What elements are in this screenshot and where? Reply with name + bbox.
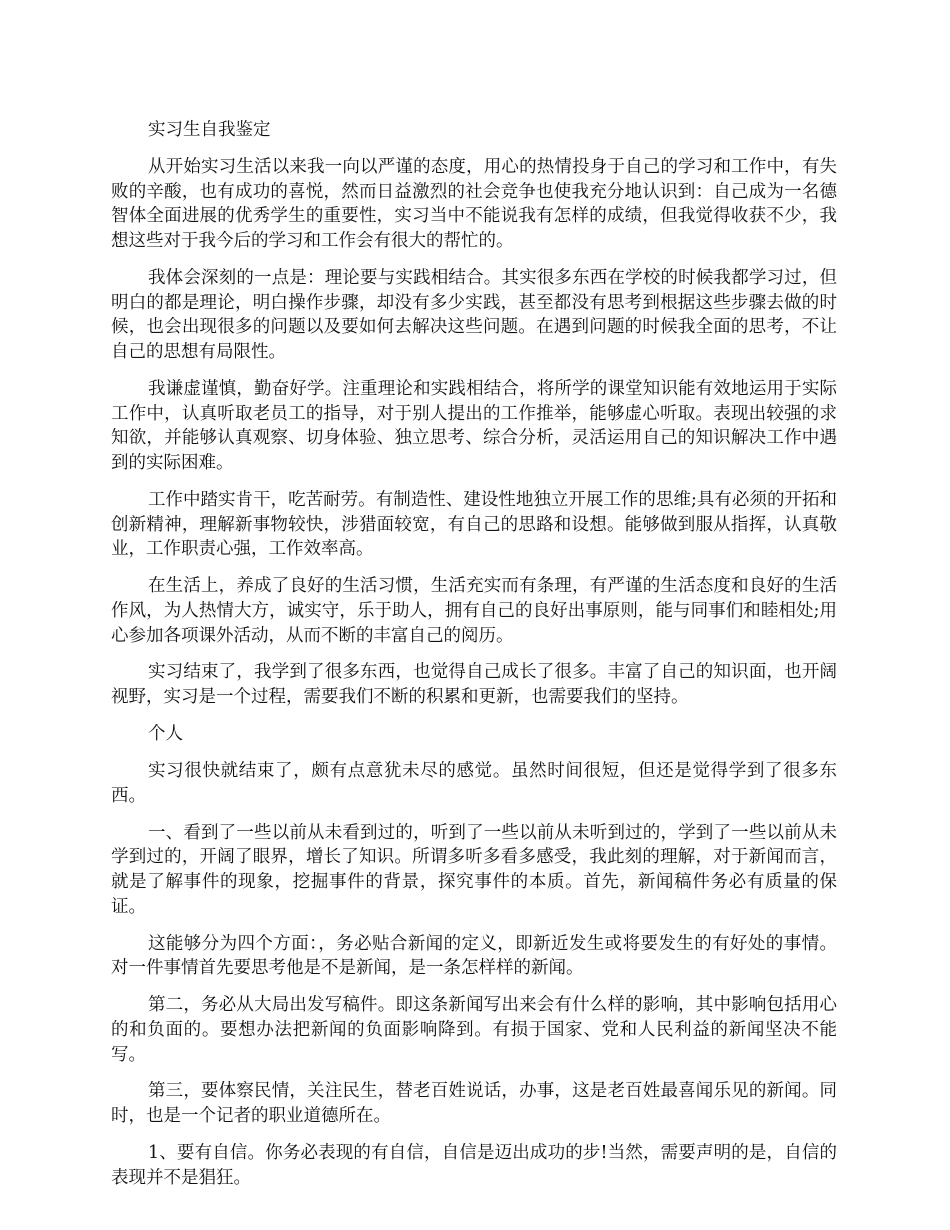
paragraph: 第二，务必从大局出发写稿件。即这条新闻写出来会有什么样的影响，其中影响包括用心的和负面的。要想办法把新闻的负面影响降到。有损于国家、党和人民利益的新闻坚决不能写。 — [111, 995, 837, 1065]
document-title: 实习生自我鉴定 — [148, 120, 271, 140]
paragraph: 我体会深刻的一点是：理论要与实践相结合。其实很多东西在学校的时候我都学习过，但明白的都是理论，明白操作步骤，却没有多少实践，甚至都没有思考到根据这些步骤去做的时候，也会出现很多的问题以及要如何去解决这些问题。在遇到问题的时候我全面的思考，不让自己的思想有局限性。 — [111, 267, 837, 362]
paragraph: 工作中踏实肯干，吃苦耐劳。有制造性、建设性地独立开展工作的思维;具有必须的开拓和创新精神，理解新事物较快，涉猎面较宽，有自己的思路和设想。能够做到服从指挥，认真敬业，工作职责心强，工作效率高。 — [111, 489, 837, 560]
paragraph: 实习很快就结束了，颇有点意犹未尽的感觉。虽然时间很短，但还是觉得学到了很多东西。 — [111, 760, 837, 806]
paragraph: 在生活上，养成了良好的生活习惯，生活充实而有条理，有严谨的生活态度和良好的生活作风，为人热情大方，诚实守，乐于助人，拥有自己的良好出事原则，能与同事们和睦相处;用心参加各项课外活动，从而不断的丰富自己的阅历。 — [111, 576, 837, 646]
document-page — [111, 118, 837, 1203]
paragraph: 这能够分为四个方面：，务必贴合新闻的定义，即新近发生或将要发生的有好处的事情。对一件事情首先要思考他是不是新闻，是一条怎样样的新闻。 — [111, 933, 837, 979]
paragraph: 我谦虚谨慎，勤奋好学。注重理论和实践相结合，将所学的课堂知识能有效地运用于实际工作中，认真听取老员工的指导，对于别人提出的工作推举，能够虚心听取。表现出较强的求知欲，并能够认真观察、切身体验、独立思考、综合分析，灵活运用自己的知识解决工作中遇到的实际困难。 — [111, 378, 837, 473]
paragraph: 第三，要体察民情，关注民生，替老百姓说话，办事，这是老百姓最喜闻乐见的新闻。同时，也是一个记者的职业道德所在。 — [111, 1081, 837, 1127]
section-heading: 个人 — [148, 724, 183, 745]
paragraph: 一、看到了一些以前从未看到过的，听到了一些以前从未听到过的，学到了一些以前从未学到过的，开阔了眼界，增长了知识。所谓多听多看多感受，我此刻的理解，对于新闻而言，就是了解事件的现象，挖掘事件的背景，探究事件的本质。首先，新闻稿件务必有质量的保证。 — [111, 822, 837, 917]
paragraph: 1、要有自信。你务必表现的有自信，自信是迈出成功的步!当然，需要声明的是，自信的表现并不是猖狂。 — [111, 1143, 837, 1188]
paragraph: 从开始实习生活以来我一向以严谨的态度，用心的热情投身于自己的学习和工作中，有失败的辛酸，也有成功的喜悦，然而日益激烈的社会竞争也使我充分地认识到：自己成为一名德智体全面进展的优秀学生的重要性，实习当中不能说我有怎样的成绩，但我觉得收获不少，我想这些对于我今后的学习和工作会有很大的帮忙的。 — [111, 156, 837, 251]
paragraph: 实习结束了，我学到了很多东西，也觉得自己成长了很多。丰富了自己的知识面，也开阔视野，实习是一个过程，需要我们不断的积累和更新，也需要我们的坚持。 — [111, 662, 837, 708]
